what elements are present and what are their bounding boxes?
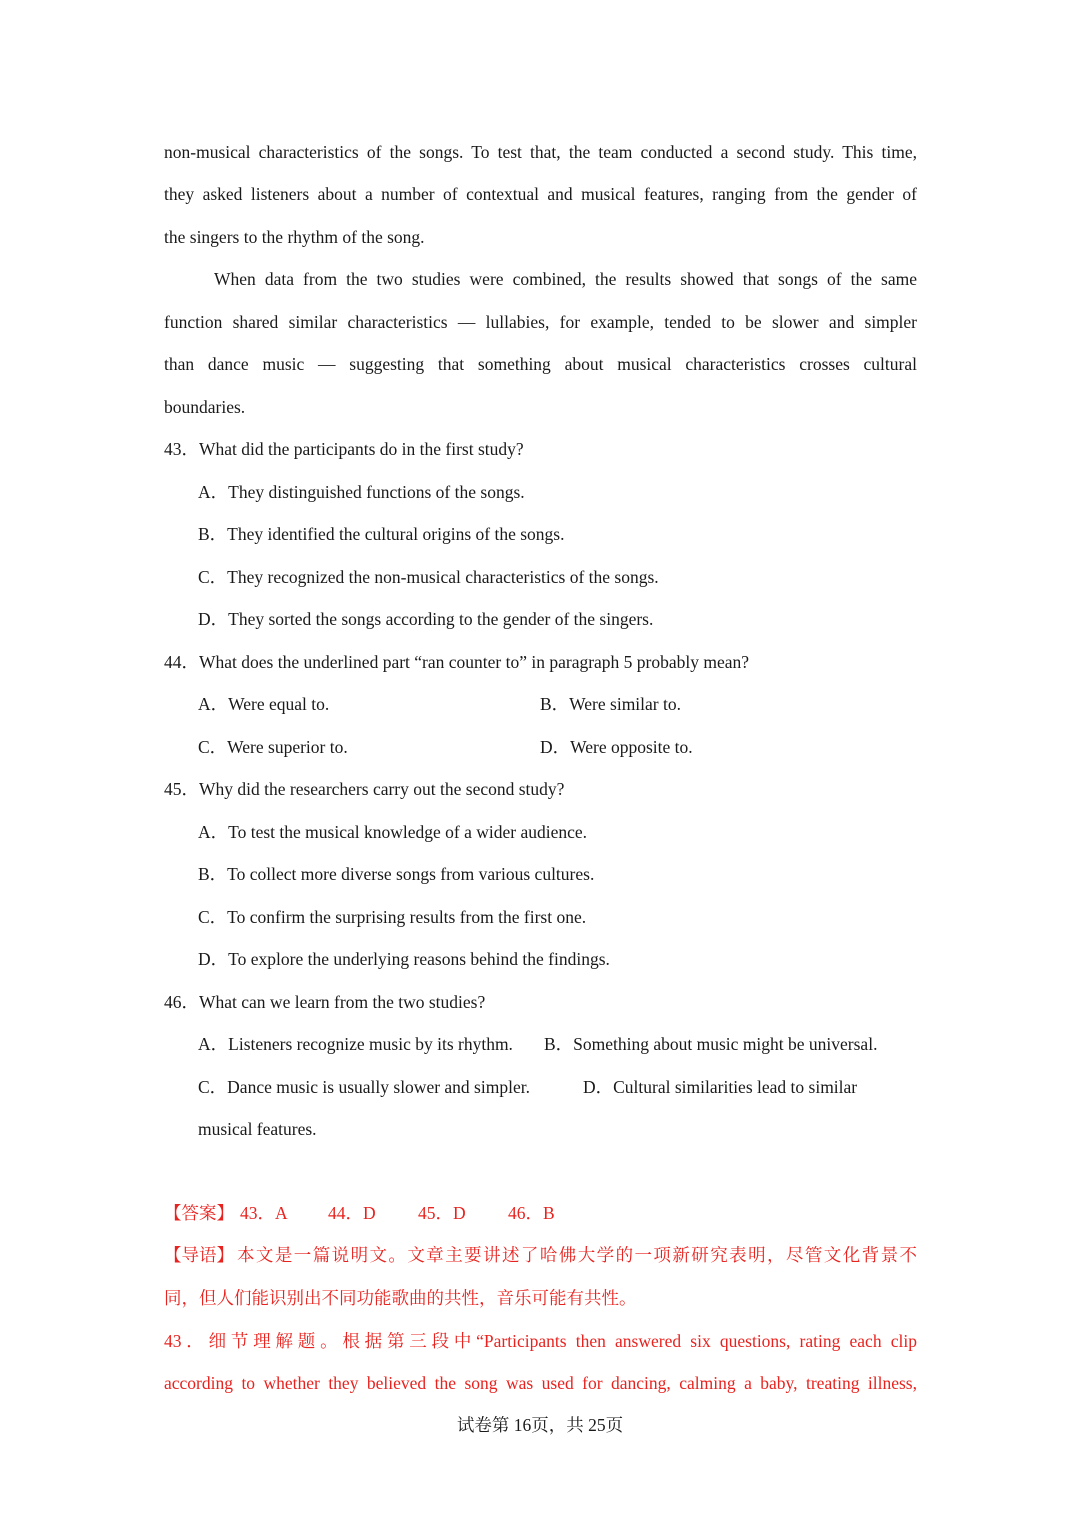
question-stem-43: 43．What did the participants do in the first study?	[164, 439, 524, 459]
option-44-c: C．Were superior to.	[198, 737, 348, 757]
option-46-a: A．Listeners recognize music by its rhythm.	[198, 1034, 513, 1054]
question-stem-46: 46．What can we learn from the two studies?	[164, 992, 486, 1012]
answer-43: 43．A	[240, 1203, 288, 1223]
answer-45: 45．D	[418, 1203, 466, 1223]
option-43-b: B．They identified the cultural origins of the songs.	[198, 524, 565, 544]
option-45-d: D．To explore the underlying reasons behind the findings.	[198, 949, 610, 969]
passage-line: function shared similar characteristics — lullabies, for example, tended to be slower and simpler	[164, 312, 917, 332]
passage-line: the singers to the rhythm of the song.	[164, 227, 425, 247]
analysis-line: 43．细节理解题。根据第三段中“Participants then answered six questions, rating each clip	[164, 1331, 917, 1351]
guide-text-line: 本文是一篇说明文。文章主要讲述了哈佛大学的一项新研究表明，尽管文化背景不	[237, 1245, 917, 1265]
answer-44: 44．D	[328, 1203, 376, 1223]
guide-text-line: 同，但人们能识别出不同功能歌曲的共性，音乐可能有共性。	[164, 1288, 637, 1308]
option-46-b: B．Something about music might be universal.	[544, 1034, 878, 1054]
option-43-d: D．They sorted the songs according to the gender of the singers.	[198, 609, 654, 629]
passage-line: they asked listeners about a number of contextual and musical features, ranging from the gender of	[164, 184, 917, 204]
option-46-d: D．Cultural similarities lead to similar	[583, 1077, 858, 1097]
option-45-c: C．To confirm the surprising results from the first one.	[198, 907, 587, 927]
page-footer: 试卷第 16页，共 25页	[456, 1415, 624, 1435]
option-46-d-continued: musical features.	[198, 1119, 317, 1139]
option-45-a: A．To test the musical knowledge of a wider audience.	[198, 822, 587, 842]
question-stem-44: 44．What does the underlined part “ran counter to” in paragraph 5 probably mean?	[164, 652, 750, 672]
option-46-c: C．Dance music is usually slower and simpler.	[198, 1077, 530, 1097]
option-43-a: A．They distinguished functions of the songs.	[198, 482, 525, 502]
option-44-b: B．Were similar to.	[540, 694, 681, 714]
answer-tag: 【答案】	[164, 1203, 234, 1223]
option-45-b: B．To collect more diverse songs from various cultures.	[198, 864, 595, 884]
passage-line: boundaries.	[164, 397, 246, 417]
option-44-a: A．Were equal to.	[198, 694, 330, 714]
passage-paragraph-start: When data from the two studies were combined, the results showed that songs of the same	[214, 269, 917, 289]
analysis-line: according to whether they believed the song was used for dancing, calming a baby, treating illness,	[164, 1373, 917, 1393]
answer-46: 46．B	[508, 1203, 555, 1223]
passage-line: than dance music — suggesting that something about musical characteristics crosses cultural	[164, 354, 917, 374]
question-stem-45: 45．Why did the researchers carry out the second study?	[164, 779, 565, 799]
option-44-d: D．Were opposite to.	[540, 737, 693, 757]
guide-tag: 【导语】	[164, 1245, 234, 1265]
option-43-c: C．They recognized the non-musical characteristics of the songs.	[198, 567, 659, 587]
passage-line: non-musical characteristics of the songs. To test that, the team conducted a second study. This time,	[164, 142, 917, 162]
